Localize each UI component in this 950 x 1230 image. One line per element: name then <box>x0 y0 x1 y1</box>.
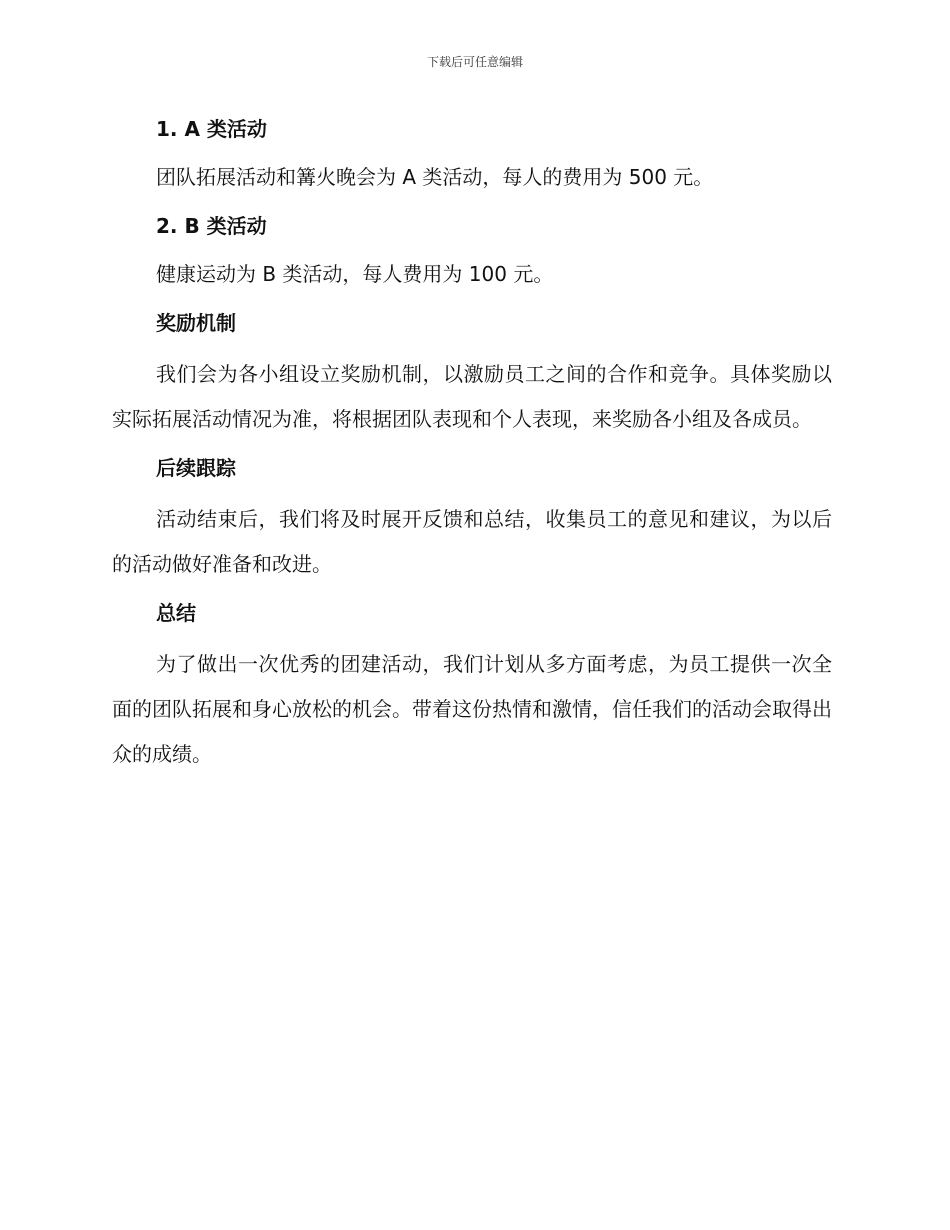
section-heading-b-activities: 2. B 类活动 <box>156 214 267 238</box>
document-body <box>112 112 832 777</box>
section-text-reward: 我们会为各小组设立奖励机制，以激励员工之间的合作和竞争。具体奖励以实际拓展活动情况为准，将根据团队表现和个人表现，来奖励各小组及各成员。 <box>112 362 832 431</box>
section-text-follow-up: 活动结束后，我们将及时展开反馈和总结，收集员工的意见和建议，为以后的活动做好准备和改进。 <box>112 507 832 576</box>
page-header-note: 下载后可任意编辑 <box>426 55 523 69</box>
section-text-b-activities: 健康运动为 B 类活动，每人费用为 100 元。 <box>156 262 554 286</box>
section-heading-summary: 总结 <box>156 601 196 625</box>
section-heading-follow-up: 后续跟踪 <box>156 456 236 480</box>
section-text-a-activities: 团队拓展活动和篝火晚会为 A 类活动，每人的费用为 500 元。 <box>156 165 714 189</box>
section-text-summary: 为了做出一次优秀的团建活动，我们计划从多方面考虑，为员工提供一次全面的团队拓展和身心放松的机会。带着这份热情和激情，信任我们的活动会取得出众的成绩。 <box>112 652 832 766</box>
section-heading-a-activities: 1. A 类活动 <box>156 117 267 141</box>
section-heading-reward: 奖励机制 <box>156 311 236 335</box>
